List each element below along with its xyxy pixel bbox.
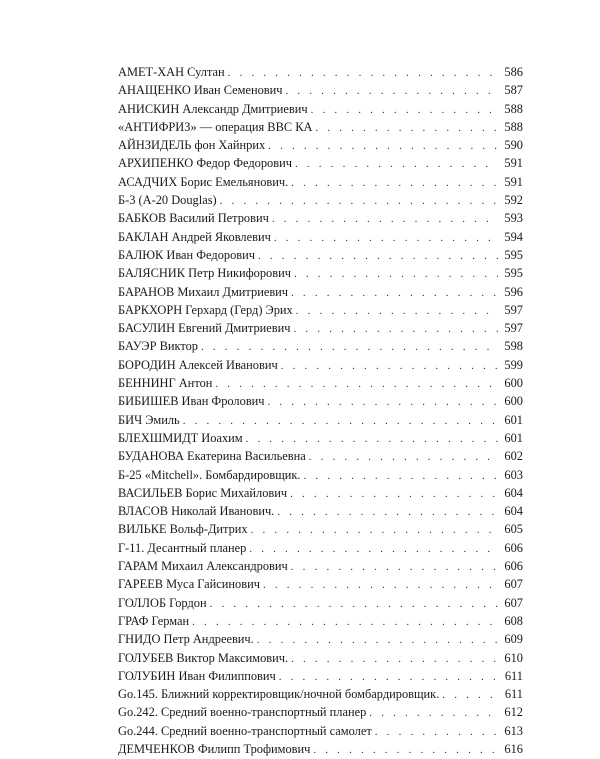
toc-entry-title: ГРАФ Герман <box>118 613 190 628</box>
toc-entry-title: ГНИДО Петр Андреевич. <box>118 632 254 647</box>
toc-entry-page: 594 <box>504 229 523 244</box>
toc-entry-page: 605 <box>504 522 523 537</box>
dot-leader <box>201 338 498 356</box>
dot-leader <box>192 613 498 631</box>
dot-leader <box>295 155 498 173</box>
toc-entry-title: Go.145. Ближний корректировщик/ночной бомбардировщик. <box>118 687 440 702</box>
toc-entry-title: БЛЕХШМИДТ Иоахим <box>118 430 243 445</box>
toc-entry-title: АНИСКИН Александр Дмитриевич <box>118 101 308 116</box>
toc-entry-page: 601 <box>504 430 523 445</box>
toc-entry-page: 601 <box>504 412 523 427</box>
toc-entry-page: 593 <box>504 211 523 226</box>
toc-entry <box>118 228 523 246</box>
toc-entry-page: 611 <box>504 687 523 702</box>
dot-leader <box>251 521 498 539</box>
toc-entry <box>118 319 523 337</box>
toc-entry-page: 600 <box>504 376 523 391</box>
dot-leader <box>258 247 498 265</box>
toc-entry-title: БЕННИНГ Антон <box>118 376 213 391</box>
toc-entry-page: 586 <box>504 65 523 79</box>
toc-entry-title: «АНТИФРИЗ» — операция ВВС КА <box>118 119 313 134</box>
toc-entry <box>118 374 523 392</box>
toc-entry-title: АСАДЧИХ Борис Емельянович. <box>118 174 289 189</box>
dot-leader <box>215 375 498 393</box>
toc-entry-title: ГОЛЛОБ Гордон <box>118 595 207 610</box>
toc-entry-page: 613 <box>504 723 523 738</box>
toc-entry <box>118 337 523 355</box>
dot-leader <box>279 668 498 686</box>
toc-entry-page: 610 <box>504 650 523 665</box>
toc-entry <box>118 685 523 703</box>
toc-entry-page: 616 <box>504 741 523 756</box>
toc-entry-title: БАКЛАН Андрей Яковлевич <box>118 229 271 244</box>
toc-entry-title: Г-11. Десантный планер <box>118 540 247 555</box>
toc-entry-page: 603 <box>504 467 523 482</box>
toc-entry-page: 602 <box>504 449 523 464</box>
toc-entry <box>118 667 523 685</box>
toc-entry-page: 591 <box>504 156 523 171</box>
toc-entry <box>118 649 523 667</box>
dot-leader <box>257 631 498 649</box>
toc-entry-title: ГАРАМ Михаил Александрович <box>118 559 288 574</box>
toc-entry-title: БАЛЯСНИК Петр Никифорович <box>118 266 291 281</box>
dot-leader <box>268 137 498 155</box>
toc-entry <box>118 301 523 319</box>
toc-entry-title: БУДАНОВА Екатерина Васильевна <box>118 449 306 464</box>
toc-entry-page: 606 <box>504 559 523 574</box>
toc-entry <box>118 356 523 374</box>
dot-leader <box>311 101 498 119</box>
toc-entry-title: БАУЭР Виктор <box>118 339 198 354</box>
toc-entry-page: 595 <box>504 266 523 281</box>
toc-entry-title: ГОЛУБЕВ Виктор Максимович. <box>118 650 289 665</box>
toc-entry-page: 609 <box>504 632 523 647</box>
dot-leader <box>309 448 498 466</box>
toc-entry-title: ГОЛУБИН Иван Филиппович <box>118 668 276 683</box>
toc-entry-title: БАСУЛИН Евгений Дмитриевич <box>118 321 291 336</box>
toc-entry <box>118 484 523 502</box>
toc-entry-title: АМЕТ-ХАН Султан <box>118 65 225 79</box>
toc-entry-title: БАБКОВ Василий Петрович <box>118 211 269 226</box>
toc-entry-page: 587 <box>504 83 523 98</box>
toc-entry <box>118 264 523 282</box>
toc-entry-page: 590 <box>504 138 523 153</box>
toc-entry <box>118 740 523 758</box>
toc-entry <box>118 100 523 118</box>
toc-entry-title: ВАСИЛЬЕВ Борис Михайлович <box>118 485 288 500</box>
toc-entry-title: ВЛАСОВ Николай Иванович. <box>118 504 275 519</box>
dot-leader <box>274 229 498 247</box>
toc-entry <box>118 557 523 575</box>
toc-entry-page: 588 <box>504 119 523 134</box>
toc-entry <box>118 392 523 410</box>
dot-leader <box>272 210 498 228</box>
toc-entry <box>118 447 523 465</box>
toc-entry-page: 592 <box>504 193 523 208</box>
toc-entry-page: 604 <box>504 485 523 500</box>
dot-leader <box>442 686 498 704</box>
toc-entry-page: 607 <box>504 577 523 592</box>
toc-entry-title: АНАЩЕНКО Иван Семенович <box>118 83 283 98</box>
toc-entry <box>118 612 523 630</box>
toc-entry <box>118 411 523 429</box>
toc-entry <box>118 63 523 81</box>
toc-entry-title: Б-25 «Mitchell». Бомбардировщик. <box>118 467 301 482</box>
dot-leader <box>291 174 498 192</box>
dot-leader <box>281 357 498 375</box>
dot-leader <box>246 430 498 448</box>
toc-entry-page: 599 <box>504 357 523 372</box>
dot-leader <box>294 265 498 283</box>
toc-entry-title: БАРКХОРН Герхард (Герд) Эрих <box>118 302 293 317</box>
dot-leader <box>291 558 498 576</box>
dot-leader <box>315 119 498 137</box>
toc-entry-page: 596 <box>504 284 523 299</box>
toc-entry <box>118 173 523 191</box>
toc-entry-title: Go.244. Средний военно-транспортный самолет <box>118 723 372 738</box>
toc-entry-title: Б-3 (А-20 Douglas) <box>118 193 217 208</box>
toc-entry <box>118 209 523 227</box>
toc-entry <box>118 722 523 740</box>
toc-entry <box>118 630 523 648</box>
toc-entry <box>118 246 523 264</box>
dot-leader <box>183 412 498 430</box>
dot-leader <box>294 320 498 338</box>
toc-entry-page: 606 <box>504 540 523 555</box>
toc-entry-title: ГАРЕЕВ Муса Гайсинович <box>118 577 260 592</box>
toc-entry <box>118 703 523 721</box>
dot-leader <box>249 540 498 558</box>
dot-leader <box>263 576 498 594</box>
toc-entry-page: 604 <box>504 504 523 519</box>
toc-entry <box>118 118 523 136</box>
dot-leader <box>286 82 498 100</box>
toc-entry <box>118 575 523 593</box>
dot-leader <box>291 284 498 302</box>
dot-leader <box>290 485 498 503</box>
toc-entry-page: 597 <box>504 302 523 317</box>
toc-entry-page: 611 <box>504 668 523 683</box>
dot-leader <box>296 302 498 320</box>
toc-entry-page: 600 <box>504 394 523 409</box>
toc-entry-page: 607 <box>504 595 523 610</box>
dot-leader <box>210 595 498 613</box>
toc-entry <box>118 539 523 557</box>
toc-entry <box>118 594 523 612</box>
toc-entry-title: БАРАНОВ Михаил Дмитриевич <box>118 284 289 299</box>
table-of-contents <box>118 63 523 758</box>
toc-entry-title: БОРОДИН Алексей Иванович <box>118 357 278 372</box>
toc-entry-title: БАЛЮК Иван Федорович <box>118 247 255 262</box>
toc-entry-page: 595 <box>504 247 523 262</box>
toc-entry-title: БИЧ Эмиль <box>118 412 180 427</box>
toc-entry-page: 588 <box>504 101 523 116</box>
toc-entry <box>118 520 523 538</box>
dot-leader <box>277 503 498 521</box>
toc-entry <box>118 466 523 484</box>
toc-entry <box>118 191 523 209</box>
toc-entry-title: ВИЛЬКЕ Вольф-Дитрих <box>118 522 248 537</box>
toc-entry-title: АЙНЗИДЕЛЬ фон Хайнрих <box>118 138 266 153</box>
dot-leader <box>268 393 498 411</box>
dot-leader <box>369 704 498 722</box>
toc-entry-page: 597 <box>504 321 523 336</box>
toc-entry-title: ДЕМЧЕНКОВ Филипп Трофимович <box>118 741 311 756</box>
dot-leader <box>220 192 498 210</box>
dot-leader <box>375 723 498 741</box>
toc-entry-page: 591 <box>504 174 523 189</box>
toc-entry-title: Go.242. Средний военно-транспортный планер <box>118 705 367 720</box>
toc-entry-page: 598 <box>504 339 523 354</box>
dot-leader <box>304 467 498 485</box>
toc-entry-title: БИБИШЕВ Иван Фролович <box>118 394 265 409</box>
toc-entry <box>118 502 523 520</box>
toc-entry-title: АРХИПЕНКО Федор Федорович <box>118 156 292 171</box>
toc-entry <box>118 283 523 301</box>
toc-entry-page: 608 <box>504 613 523 628</box>
toc-entry-page: 612 <box>504 705 523 720</box>
dot-leader <box>291 650 498 668</box>
toc-entry <box>118 81 523 99</box>
toc-entry <box>118 429 523 447</box>
toc-entry <box>118 136 523 154</box>
dot-leader <box>228 64 498 82</box>
toc-entry <box>118 154 523 172</box>
